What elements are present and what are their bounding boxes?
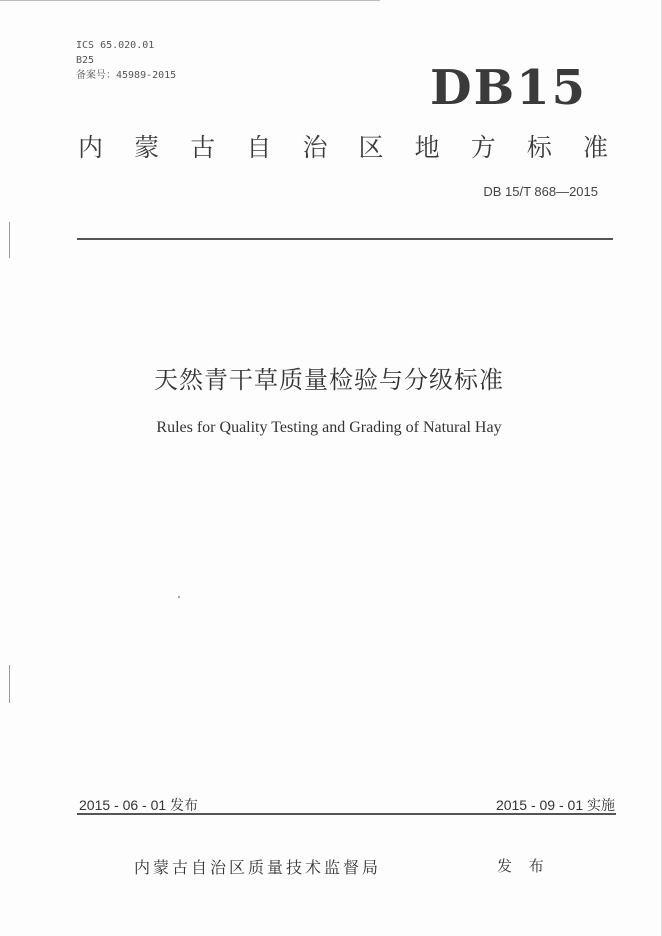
standard-logo: DB15	[430, 60, 587, 116]
ics-code: ICS 65.020.01	[76, 40, 155, 51]
scan-mark	[9, 222, 10, 258]
standard-type-char: 自	[246, 133, 272, 162]
standard-type-char: 内	[78, 133, 104, 162]
title-chinese: 天然青干草质量检验与分级标准	[154, 366, 504, 394]
standard-type-char: 古	[190, 133, 216, 162]
standard-type-char: 地	[414, 133, 440, 162]
standard-type-char: 蒙	[134, 133, 160, 162]
standard-type-char: 准	[582, 133, 608, 162]
issue-date: 2015 - 06 - 01 发布	[79, 797, 199, 813]
standard-type	[78, 130, 608, 166]
filing-number: 备案号：45989-2015	[76, 70, 177, 81]
standard-type-char: 标	[526, 133, 552, 162]
ccs-code: B25	[76, 55, 95, 66]
issuing-authority: 内蒙古自治区质量技术监督局	[134, 858, 382, 877]
implementation-date: 2015 - 09 - 01 实施	[495, 797, 615, 813]
scan-edge-top	[0, 0, 380, 1]
footer-divider	[77, 813, 616, 815]
standard-number: DB 15/T 868—2015	[483, 184, 598, 199]
title-english: Rules for Quality Testing and Grading of Natural Hay	[156, 419, 502, 436]
scan-mark	[9, 665, 10, 703]
standard-type-char: 治	[302, 133, 328, 162]
scan-speck	[178, 596, 180, 598]
issue-label: 发 布	[497, 857, 550, 875]
standard-type-char: 区	[358, 133, 384, 162]
standard-type-char: 方	[470, 133, 496, 162]
classification-block	[76, 38, 176, 83]
header-divider	[77, 238, 613, 240]
